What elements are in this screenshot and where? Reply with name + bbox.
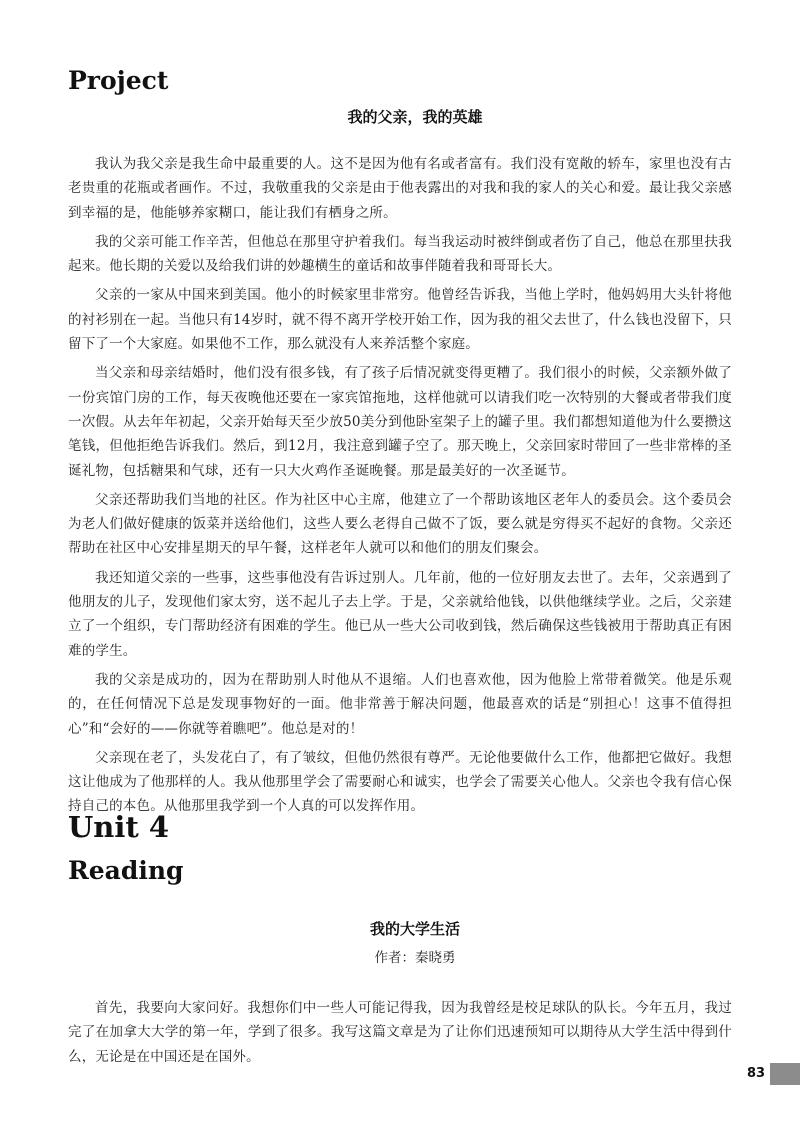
paragraph: 当父亲和母亲结婚时，他们没有很多钱，有了孩子后情况就变得更糟了。我们很小的时候，父亲额外做了一份宾馆门房的工作，每天夜晚他还要在一家宾馆拖地，这样他就可以请我们吃一次特别的大餐或者带我们度一次假。从去年年初起，父亲开始每天至少放50美分到他卧室架子上的罐子里。我们都想知道他为什么要攒这笔钱，但他拒绝告诉我们。然后，到12月，我注意到罐子空了。那天晚上，父亲回家时带回了一些非常棒的圣诞礼物，包括糖果和气球，还有一只大火鸡作圣诞晚餐。那是最美好的一次圣诞节。	[68, 365, 732, 479]
author-line: 作者：秦晓勇	[374, 950, 456, 966]
paragraph: 我的父亲可能工作辛苦，但他总在那里守护着我们。每当我运动时被绊倒或者伤了自己，他总在那里扶我起来。他长期的关爱以及给我们讲的妙趣横生的童话和故事伴随着我和哥哥长大。	[68, 233, 732, 275]
reading-body	[68, 996, 732, 1074]
paragraph: 父亲的一家从中国来到美国。他小的时候家里非常穷。他曾经告诉我，当他上学时，他妈妈用大头针将他的衬衫别在一起。当他只有14岁时，就不得不离开学校开始工作，因为我的祖父去世了，什么钱也没留下，只留下了一个大家庭。如果他不工作，那么就没有人来养活整个家庭。	[68, 287, 732, 353]
section-heading: Reading	[68, 856, 184, 885]
paragraph: 我的父亲是成功的，因为在帮助别人时他从不退缩。人们也喜欢他，因为他脸上常带着微笑。他是乐观的，在任何情况下总是发现事物好的一面。他非常善于解决问题，他最喜欢的话是“别担心！这事不值得担心”和“会好的——你就等着瞧吧”。他总是对的！	[68, 671, 732, 737]
paragraph: 首先，我要向大家问好。我想你们中一些人可能记得我，因为我曾经是校足球队的队长。今年五月，我过完了在加拿大大学的第一年，学到了很多。我写这篇文章是为了让你们迅速预知可以期待从大学生活中得到什么，无论是在中国还是在国外。	[68, 1000, 732, 1065]
reading-title: 我的大学生活	[369, 920, 460, 938]
paragraph: 我还知道父亲的一些事，这些事他没有告诉过别人。几年前，他的一位好朋友去世了。去年，父亲遇到了他朋友的儿子，发现他们家太穷，送不起儿子去上学。于是，父亲就给他钱，以供他继续学业。之后，父亲建立了一个组织，专门帮助经济有困难的学生。他已从一些大公司收到钱，然后确保这些钱被用于帮助真正有困难的学生。	[68, 569, 732, 659]
essay-title: 我的父亲，我的英雄	[347, 108, 483, 126]
paragraph: 我认为我父亲是我生命中最重要的人。这不是因为他有名或者富有。我们没有宽敞的轿车，家里也没有古老贵重的花瓶或者画作。不过，我敬重我的父亲是由于他表露出的对我和我的家人的关心和爱。最让我父亲感到幸福的是，他能够养家糊口，能让我们有栖身之所。	[68, 156, 732, 221]
paragraph: 父亲还帮助我们当地的社区。作为社区中心主席，他建立了一个帮助该地区老年人的委员会。这个委员会为老人们做好健康的饭菜并送给他们，这些人要么老得自己做不了饭，要么就是穷得买不起好的食物。父亲还帮助在社区中心安排星期天的早午餐，这样老年人就可以和他们的朋友们聚会。	[68, 491, 732, 557]
essay-body	[68, 152, 732, 824]
page-number: 83	[742, 1063, 770, 1085]
project-heading: Project	[68, 66, 169, 95]
unit-heading: Unit 4	[68, 810, 170, 844]
paragraph: 父亲现在老了，头发花白了，有了皱纹，但他仍然很有尊严。无论他要做什么工作，他都把它做好。我想这让他成为了他那样的人。我从他那里学会了需要耐心和诚实，也学会了需要关心他人。父亲也令我有信心保持自己的本色。从他那里我学到一个人真的可以发挥作用。	[68, 749, 732, 815]
